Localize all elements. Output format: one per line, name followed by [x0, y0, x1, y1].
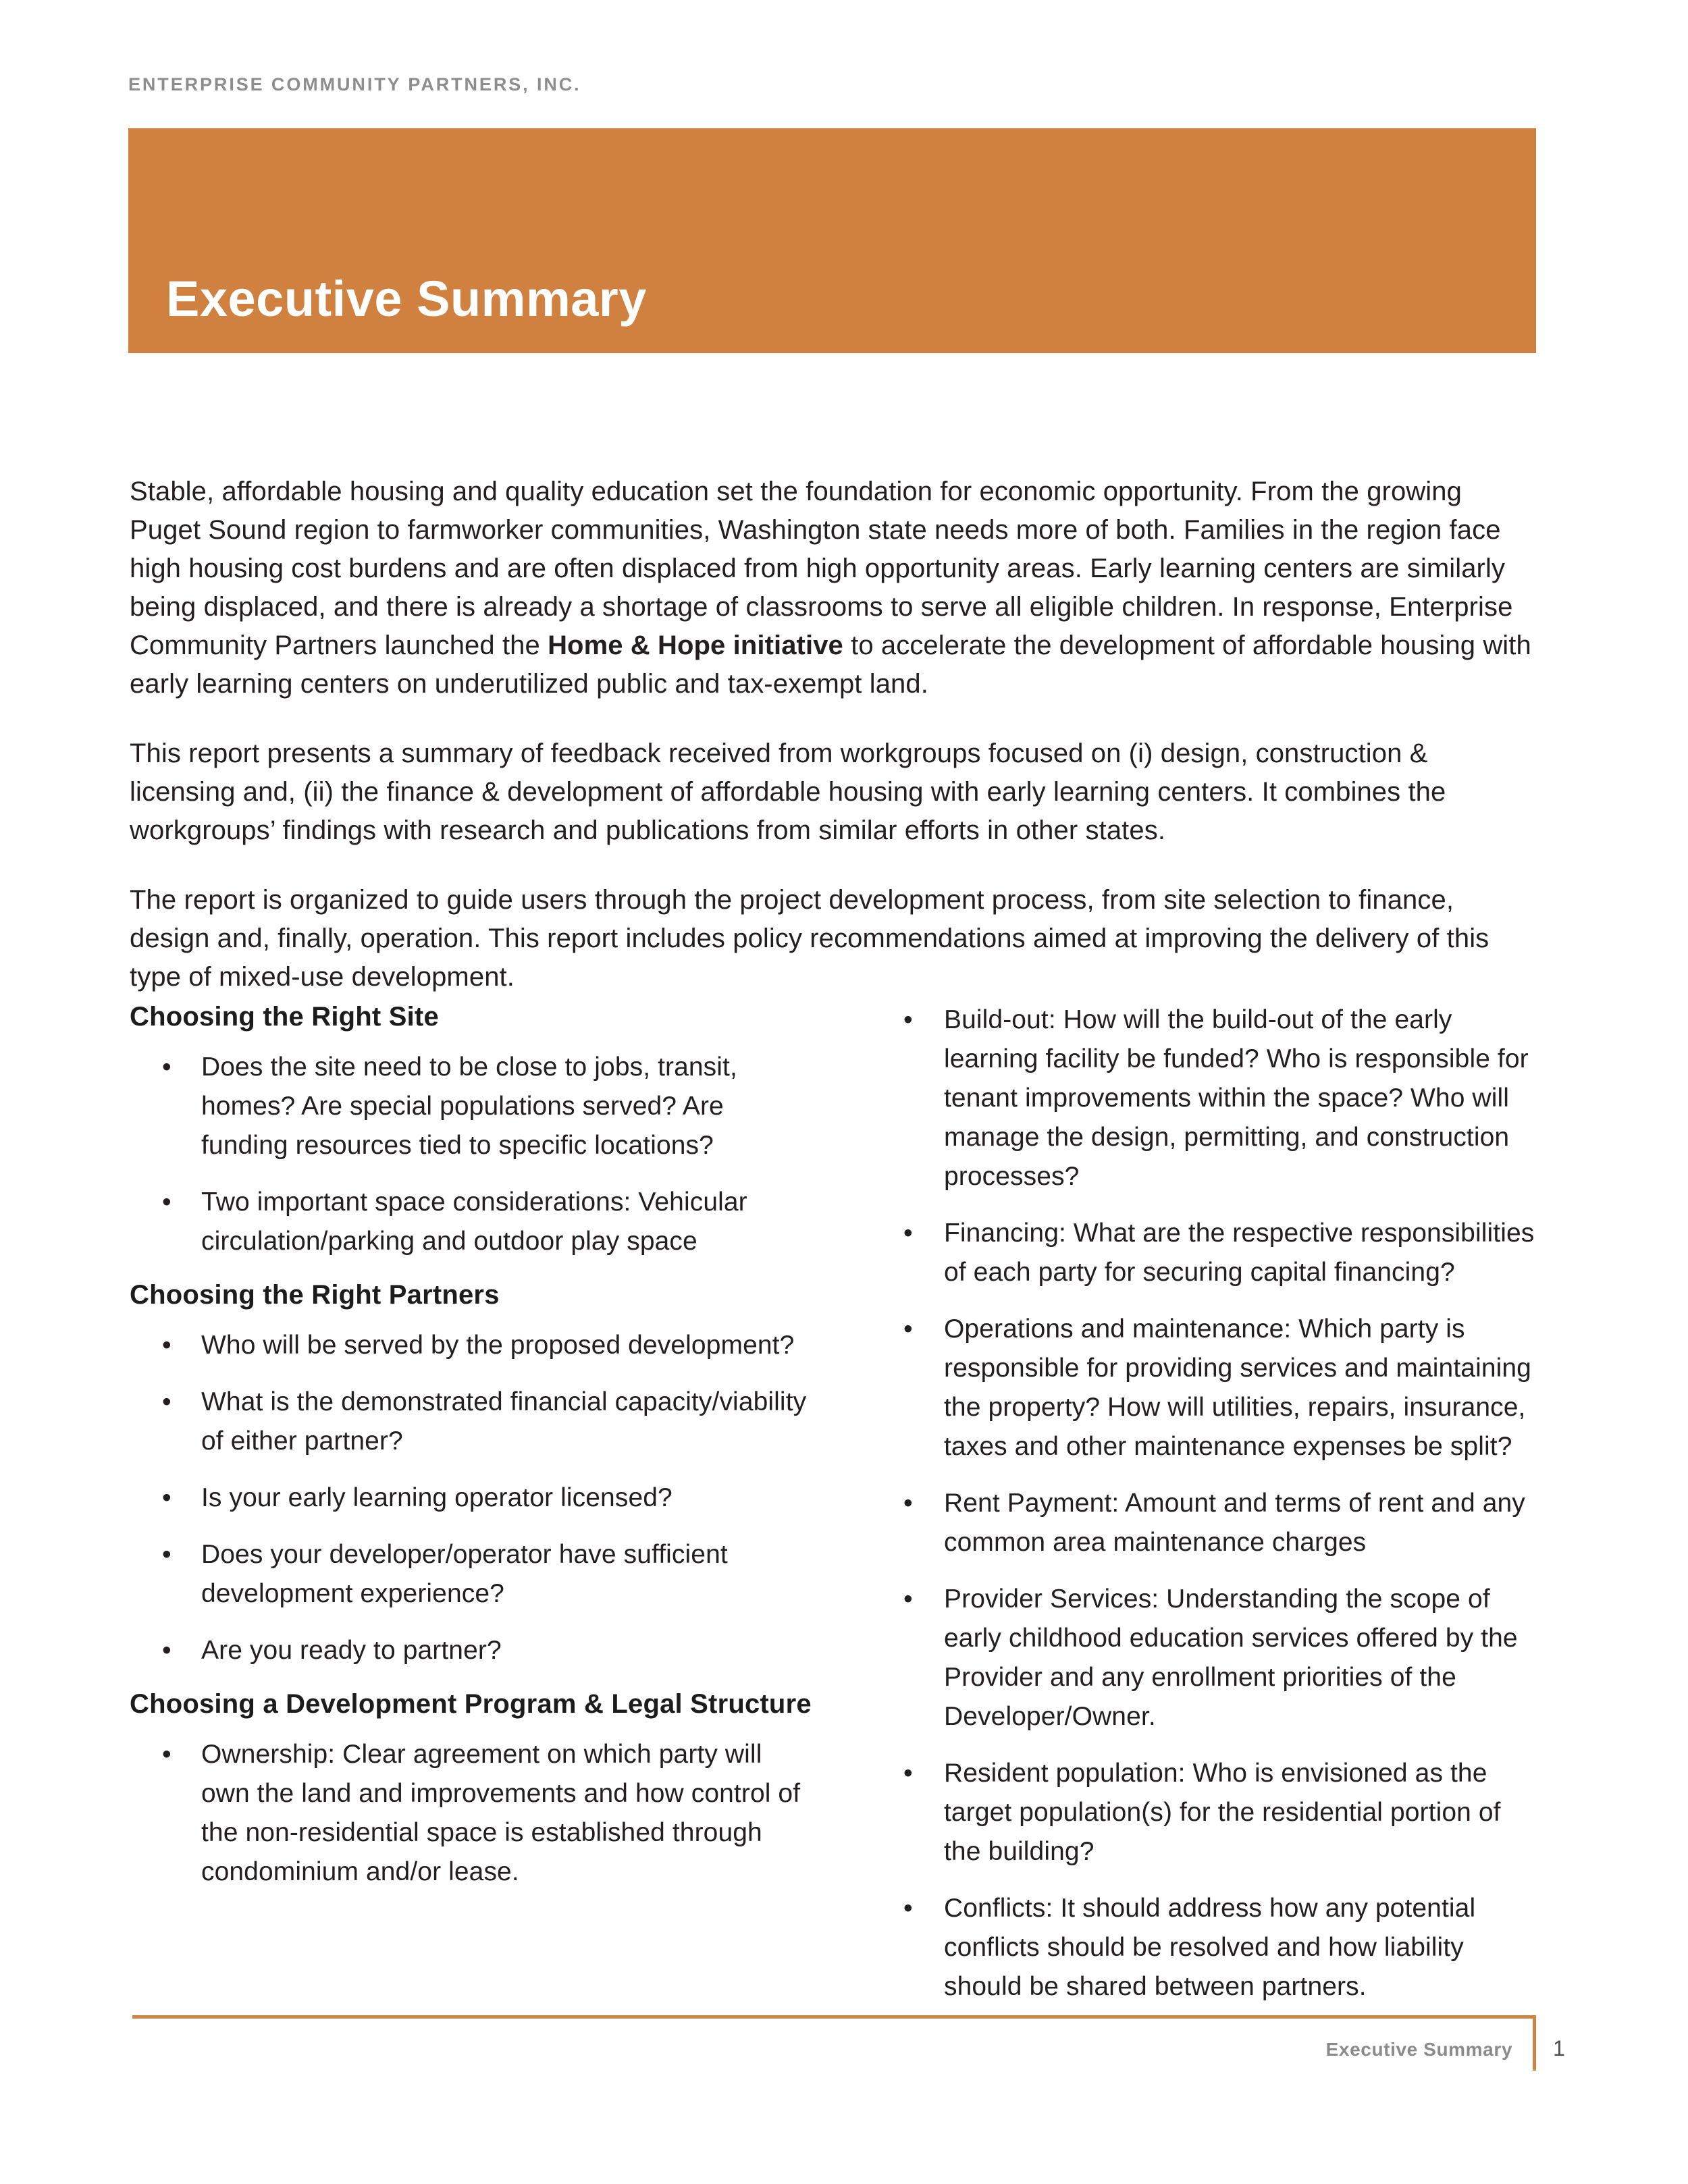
footer-section-label: Executive Summary — [1325, 2039, 1512, 2060]
bullet-icon: • — [903, 1584, 913, 1614]
list-item — [891, 1484, 1538, 1562]
bullet-icon: • — [162, 1387, 172, 1416]
paragraph-1-bold-term: Home & Hope initiative — [548, 631, 843, 660]
left-column — [130, 1001, 812, 1909]
paragraph-2: This report presents a summary of feedback received from workgroups focused on (i) design, construction & licensing and, (ii) the finance & development of affordable housing with early learning centers. It combines the workgroups’ findings with research and publications from similar efforts in other states. — [130, 739, 1446, 845]
paragraph-1 — [130, 473, 1537, 703]
list-item-label: Rent Payment: Amount and terms of rent and any common area maintenance charges — [944, 1489, 1525, 1557]
paragraph-1-text-a: Stable, affordable housing and quality education set the foundation for economic opportunity. From the growing Puget Sound region to farmworker communities, Washington state needs more of both. Families in the region face high housing cost burdens and are often displaced from high opportunity areas. Early learning centers are similarly being displaced, and there is already a shortage of classrooms to serve all eligible children. In response, Enterprise Community Partners launched the — [130, 477, 1513, 660]
heading-choosing-the-right-partners: Choosing the Right Partners — [130, 1280, 500, 1310]
list-item — [130, 1183, 812, 1261]
list-item — [130, 1048, 812, 1165]
footer-divider — [132, 2015, 1535, 2019]
list-development-program-legal-structure — [130, 1735, 812, 1892]
list-choosing-the-right-site — [130, 1048, 812, 1261]
list-item — [891, 1310, 1538, 1466]
list-item-label: Are you ready to partner? — [201, 1636, 502, 1665]
list-item — [130, 1326, 812, 1365]
heading-choosing-a-development-program-and-legal-structure: Choosing a Development Program & Legal Structure — [130, 1689, 812, 1719]
list-item — [130, 1535, 812, 1614]
list-item — [891, 1889, 1538, 2006]
list-item-label: Conflicts: It should address how any potential conflicts should be resolved and how liability should be shared between partners. — [944, 1894, 1476, 2001]
list-item — [130, 1735, 812, 1892]
list-item — [891, 1754, 1538, 1871]
right-column — [891, 1001, 1538, 2024]
bullet-icon: • — [162, 1188, 172, 1217]
bullet-icon: • — [162, 1053, 172, 1082]
list-item — [130, 1631, 812, 1670]
bullet-icon: • — [162, 1483, 172, 1512]
bullet-icon: • — [903, 1314, 913, 1343]
list-choosing-the-right-partners — [130, 1326, 812, 1670]
bullet-icon: • — [162, 1740, 172, 1769]
two-column-summary — [130, 1001, 1537, 2001]
list-item — [130, 1383, 812, 1461]
list-item-label: Build-out: How will the build-out of the early learning facility be funded? Who is responsible for tenant improvements within the space? Who will manage the design, permitting, and construction processes? — [944, 1005, 1529, 1191]
running-head: ENTERPRISE COMMUNITY PARTNERS, INC. — [128, 74, 581, 95]
list-item-label: Ownership: Clear agreement on which party will own the land and improvements and how control of the non-residential space is established through condominium and/or lease. — [201, 1740, 801, 1886]
bullet-icon: • — [903, 1894, 913, 1923]
bullet-icon: • — [903, 1005, 913, 1034]
page-number: 1 — [1553, 2036, 1565, 2060]
list-development-program-continued — [891, 1001, 1538, 2006]
bullet-icon: • — [903, 1759, 913, 1788]
title-banner — [128, 128, 1536, 353]
list-item-label: Who will be served by the proposed development? — [201, 1331, 795, 1360]
list-item-label: Is your early learning operator licensed? — [201, 1483, 672, 1512]
paragraph-3: The report is organized to guide users through the project development process, from site selection to finance, design and, finally, operation. This report includes policy recommendations aimed at improving the delivery of this type of mixed-use development. — [130, 885, 1489, 992]
bullet-icon: • — [903, 1489, 913, 1518]
list-item — [891, 1214, 1538, 1292]
paragraph-1-text-b: to accelerate the development of affordable housing with early learning centers on underutilized public and tax-exempt land. — [130, 631, 1531, 699]
list-item — [130, 1479, 812, 1518]
list-item — [891, 1001, 1538, 1196]
heading-choosing-the-right-site: Choosing the Right Site — [130, 1002, 439, 1032]
list-item-label: Resident population: Who is envisioned as the target population(s) for the residential portion of the building? — [944, 1759, 1501, 1866]
page-title: Executive Summary — [166, 271, 647, 327]
list-item-label: Does the site need to be close to jobs, transit, homes? Are special populations served? Are funding resources tied to specific locations? — [201, 1053, 737, 1160]
list-item-label: What is the demonstrated financial capacity/viability of either partner? — [201, 1387, 807, 1456]
footer-divider-tick — [1533, 2015, 1536, 2071]
bullet-icon: • — [162, 1636, 172, 1665]
list-item-label: Two important space considerations: Vehicular circulation/parking and outdoor play space — [201, 1188, 747, 1256]
intro-prose — [130, 473, 1537, 1028]
list-item-label: Does your developer/operator have sufficient development experience? — [201, 1540, 728, 1608]
list-item — [891, 1580, 1538, 1736]
bullet-icon: • — [162, 1540, 172, 1569]
bullet-icon: • — [162, 1331, 172, 1360]
bullet-icon: • — [903, 1219, 913, 1248]
list-item-label: Provider Services: Understanding the scope of early childhood education services offered by the Provider and any enrollment priorities of the Developer/Owner. — [944, 1584, 1518, 1731]
list-item-label: Operations and maintenance: Which party is responsible for providing services and maintaining the property? How will utilities, repairs, insurance, taxes and other maintenance expenses be split? — [944, 1314, 1531, 1461]
list-item-label: Financing: What are the respective responsibilities of each party for securing capital financing? — [944, 1219, 1535, 1287]
